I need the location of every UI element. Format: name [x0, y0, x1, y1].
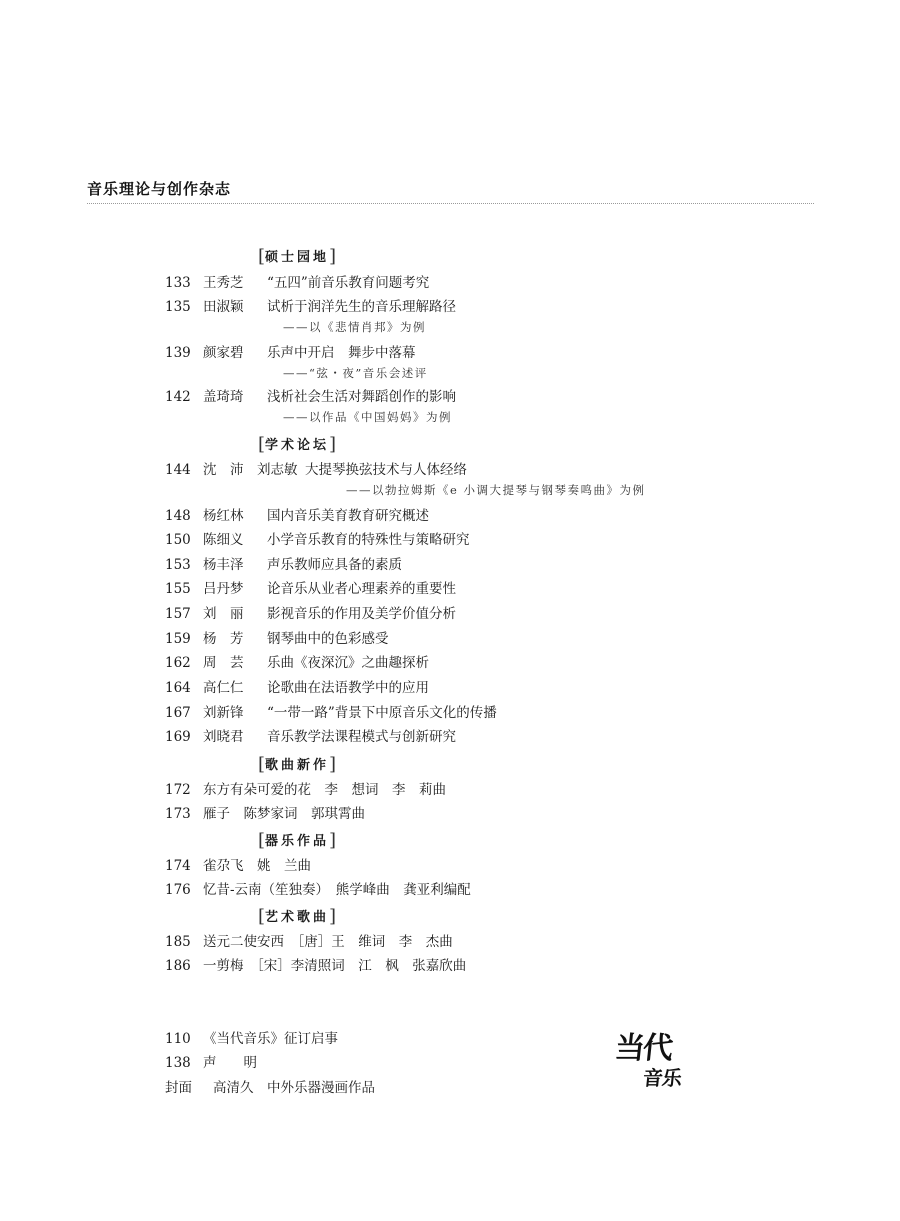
- toc-entry: 172 东方有朵可爱的花 李 想词 李 莉曲: [165, 782, 446, 798]
- toc-entry: 176 忆昔-云南（笙独奏） 熊学峰曲 龚亚利编配: [165, 882, 471, 898]
- notice-entry: 封面 高清久 中外乐器漫画作品: [165, 1080, 375, 1096]
- toc-entry: 173 雁子 陈梦家词 郭琪霄曲: [165, 806, 365, 822]
- toc-entry: 135 田淑颖 试析于润洋先生的音乐理解路径: [165, 299, 456, 315]
- toc-entry-subtitle: ——“弦・夜”音乐会述评: [283, 366, 428, 380]
- toc-entry: 133 王秀芝 “五四”前音乐教育问题考究: [165, 275, 430, 291]
- toc-entry: 153 杨丰泽 声乐教师应具备的素质: [165, 557, 402, 573]
- toc-entry: 155 吕丹梦 论音乐从业者心理素养的重要性: [165, 581, 456, 597]
- toc-entry: 148 杨红林 国内音乐美育教育研究概述: [165, 508, 429, 524]
- notice-entry: 138 声 明: [165, 1055, 257, 1071]
- section-heading-instrumental: [器乐作品]: [258, 830, 337, 851]
- section-heading-forum: [学术论坛]: [258, 434, 337, 455]
- toc-entry: 159 杨 芳 钢琴曲中的色彩感受: [165, 631, 389, 647]
- notice-entry: 110 《当代音乐》征订启事: [165, 1031, 338, 1047]
- toc-entry: 169 刘晓君 音乐教学法课程模式与创新研究: [165, 729, 456, 745]
- toc-entry: 167 刘新锋 “一带一路”背景下中原音乐文化的传播: [165, 705, 497, 721]
- section-heading-art-songs: [艺术歌曲]: [258, 906, 337, 927]
- journal-header-title: 音乐理论与创作杂志: [87, 180, 232, 198]
- logo-line-2: 音乐: [641, 1066, 683, 1090]
- toc-entry-subtitle: ——以勃拉姆斯《e 小调大提琴与钢琴奏鸣曲》为例: [346, 483, 646, 497]
- toc-entry: 142 盖琦琦 浅析社会生活对舞蹈创作的影响: [165, 389, 456, 405]
- calligraphy-logo: [613, 1033, 693, 1098]
- toc-entry: 157 刘 丽 影视音乐的作用及美学价值分析: [165, 606, 456, 622]
- toc-entry: 144 沈 沛 刘志敏 大提琴换弦技术与人体经络: [165, 462, 467, 478]
- toc-entry-subtitle: ——以作品《中国妈妈》为例: [283, 410, 452, 424]
- logo-line-1: 当代: [613, 1031, 673, 1066]
- header-divider: [87, 203, 814, 204]
- toc-entry: 139 颜家碧 乐声中开启 舞步中落幕: [165, 345, 416, 361]
- toc-entry: 162 周 芸 乐曲《夜深沉》之曲趣探析: [165, 655, 429, 671]
- section-heading-new-songs: [歌曲新作]: [258, 754, 337, 775]
- toc-entry: 186 一剪梅 ［宋］李清照词 江 枫 张嘉欣曲: [165, 958, 467, 974]
- toc-entry: 174 雀尕飞 姚 兰曲: [165, 858, 311, 874]
- toc-entry: 150 陈细义 小学音乐教育的特殊性与策略研究: [165, 532, 470, 548]
- toc-entry: 185 送元二使安西 ［唐］王 维词 李 杰曲: [165, 934, 453, 950]
- toc-entry: 164 高仁仁 论歌曲在法语教学中的应用: [165, 680, 429, 696]
- toc-entry-subtitle: ——以《悲情肖邦》为例: [283, 320, 426, 334]
- section-heading-masters: [硕士园地]: [258, 246, 337, 267]
